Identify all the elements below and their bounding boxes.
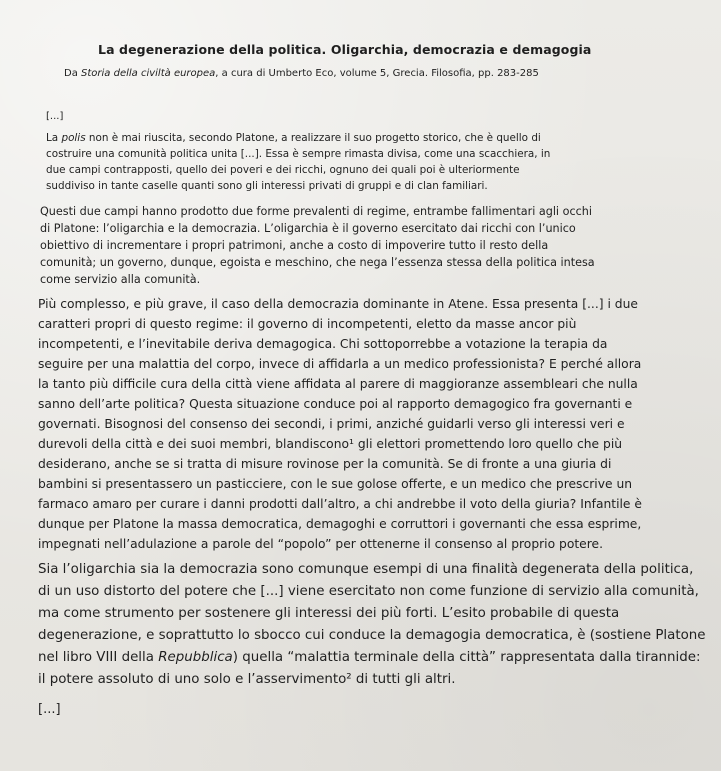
paragraph-4-line: di un uso distorto del potere che [...] viene esercitato non come funzione di servizio alla comunità, — [38, 584, 699, 599]
source-prefix: Da — [64, 68, 82, 79]
paragraph-3-line: seguire per una malattia del corpo, invece di affidarla a un medico professionista? E perché allora — [38, 357, 642, 371]
paragraph-3-line: durevoli della città e dei suoi membri, blandiscono¹ gli elettori promettendo loro quello che più — [38, 437, 623, 451]
paragraph-4-line: degenerazione, e soprattutto lo sbocco cui conduce la demagogia democratica, è (sostiene Platone — [38, 628, 706, 643]
source-suffix: , a cura di Umberto Eco, volume 5, Grecia. Filosofia, pp. 283-285 — [215, 68, 539, 79]
paragraph-3-line: la tanto più difficile cura della città viene affidata al parere di maggioranze assembleari che nulla — [38, 377, 638, 391]
source-citation — [64, 69, 539, 79]
paragraph-4-line: il potere assoluto di uno solo e l’asservimento² di tutti gli altri. — [38, 672, 456, 687]
paragraph-3-line: bambini si presentassero un pasticciere, con le sue golose offerte, e un medico che prescrive un — [38, 477, 633, 491]
p4-line5-pre: nel libro VIII della — [38, 650, 159, 665]
repubblica-title: Repubblica — [158, 650, 233, 665]
paragraph-1-line: costruire una comunità politica unita [...]. Essa è sempre rimasta divisa, come una scacchiera, in — [46, 148, 551, 160]
paragraph-1-line: suddiviso in tante caselle quanti sono gli interessi privati di gruppi e di clan familiari. — [46, 180, 488, 192]
paragraph-4-line — [38, 651, 701, 664]
paragraph-3-line: Più complesso, e più grave, il caso della democrazia dominante in Atene. Essa presenta [...] i due — [38, 297, 638, 311]
paragraph-2-line: comunità; un governo, dunque, egoista e meschino, che nega l’essenza stessa della politica intesa — [40, 256, 595, 269]
paragraph-3-line: sanno dell’arte politica? Questa situazione conduce poi al rapporto demagogico fra governanti e — [38, 397, 633, 411]
paragraph-3-line: impegnati nell’adulazione a parole del “popolo” per ottenerne il consenso al proprio potere. — [38, 537, 604, 551]
paragraph-2-line: come servizio alla comunità. — [40, 273, 201, 286]
paragraph-4-line: ma come strumento per sostenere gli interessi dei più forti. L’esito probabile di questa — [38, 606, 620, 621]
polis-term: polis — [61, 132, 86, 144]
paragraph-3-line: farmaco amaro per curare i danni prodotti dall’altro, a chi andrebbe il voto della giuria? Infantile è — [38, 497, 642, 511]
ellipsis-top: [...] — [46, 111, 64, 122]
paragraph-3-line: incompetenti, e l’inevitabile deriva demagogica. Chi sottoporrebbe a votazione la terapia da — [38, 337, 608, 351]
p1-line1-post: non è mai riuscita, secondo Platone, a realizzare il suo progetto storico, che è quello di — [85, 132, 541, 144]
paragraph-2-line: di Platone: l’oligarchia e la democrazia. L’oligarchia è il governo esercitato dai ricchi con l’unico — [40, 222, 576, 235]
paragraph-2-line: obiettivo di incrementare i propri patrimoni, anche a costo di impoverire tutto il resto della — [40, 239, 549, 252]
paragraph-2-line: Questi due campi hanno prodotto due forme prevalenti di regime, entrambe fallimentari agli occhi — [40, 205, 592, 218]
p1-line1-pre: La — [46, 132, 62, 144]
paragraph-3-line: desiderano, anche se si tratta di misure rovinose per la comunità. Se di fronte a una giuria di — [38, 457, 612, 471]
paragraph-4-line: Sia l’oligarchia sia la democrazia sono comunque esempi di una finalità degenerata della politica, — [38, 562, 694, 577]
document-title: La degenerazione della politica. Oligarchia, democrazia e demagogia — [98, 42, 592, 57]
paragraph-1-line: due campi contrapposti, quello dei poveri e dei ricchi, ognuno dei quali poi è ulteriormente — [46, 164, 520, 176]
paragraph-1-line — [46, 133, 541, 143]
paragraph-3-line: dunque per Platone la massa democratica, demagoghi e corruttori i governanti che essa esprime, — [38, 517, 642, 531]
paragraph-3-line: caratteri propri di questo regime: il governo di incompetenti, eletto da masse ancor più — [38, 317, 577, 331]
ellipsis-bottom: [...] — [38, 702, 61, 717]
source-book-title: Storia della civiltà europea — [81, 68, 216, 79]
p4-line5-post: ) quella “malattia terminale della città” rappresentata dalla tirannide: — [232, 650, 701, 665]
paragraph-3-line: governati. Bisognosi del consenso dei secondi, i primi, anziché guidarli verso gli interessi veri e — [38, 417, 625, 431]
